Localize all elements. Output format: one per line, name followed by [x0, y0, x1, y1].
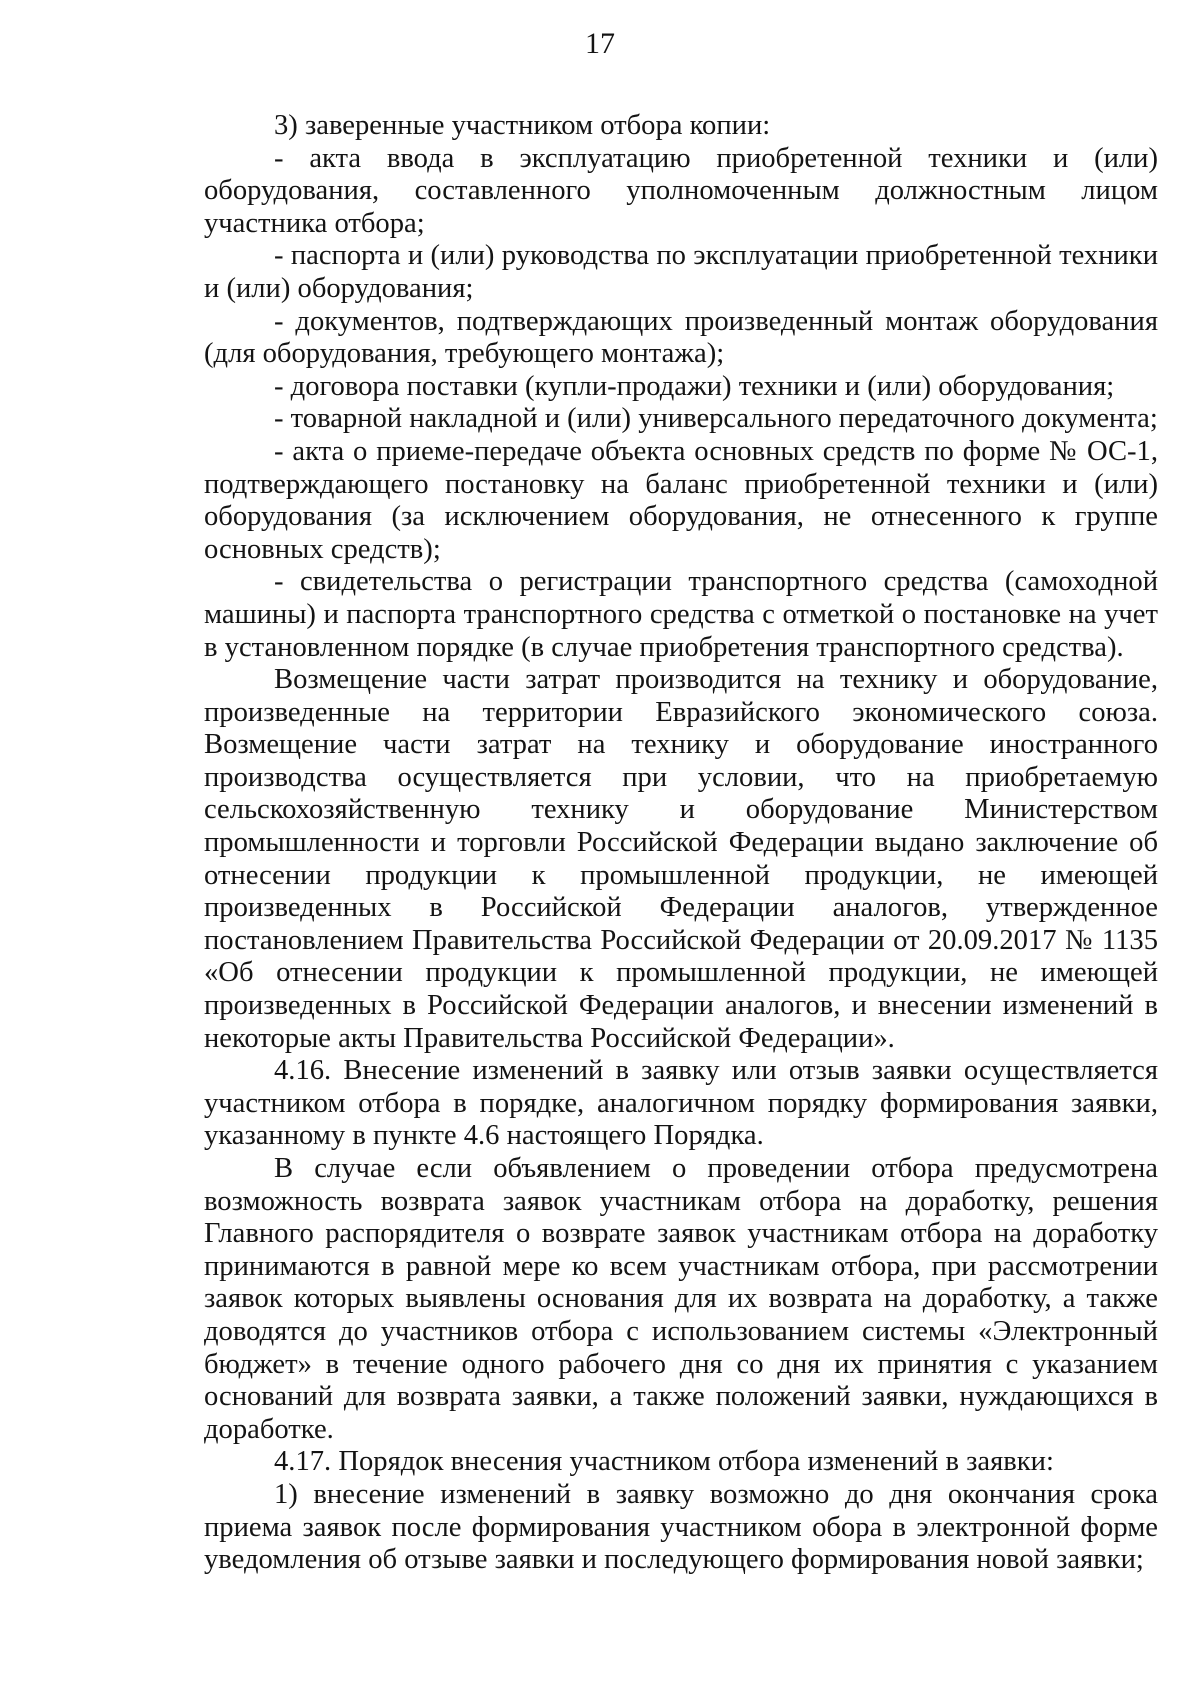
paragraph-section-4-17: 4.17. Порядок внесения участником отбора изменений в заявки: — [274, 1446, 1054, 1478]
paragraph-installation-docs: - документов, подтверждающих произведенный монтаж оборудования (для оборудования, требующего монтажа); — [204, 305, 1158, 370]
paragraph-copies-heading: 3) заверенные участником отбора копии: — [274, 110, 771, 141]
paragraph-passport-manual: - паспорта и (или) руководства по эксплуатации приобретенной техники и (или) оборудования; — [204, 240, 1158, 304]
paragraph-amendment-procedure: 1) внесение изменений в заявку возможно до дня окончания срока приема заявок после формирования участником обора в электронной форме уведомления об отзыве заявки и последующего формирования новой заявки; — [204, 1478, 1158, 1576]
paragraph-cost-reimbursement: Возмещение части затрат производится на технику и оборудование, произведенные на территории Евразийского экономического союза. Возмещение части затрат на технику и оборудование иностранного производства осуществляется при условии, что на приобретаемую сельскохозяйственную технику и оборудование Министерством промышленности и торговли Российской Федерации выдано заключение об отнесении продукции к промышленной продукции, не имеющей произведенных в Российской Федерации аналогов, утвержденное постановлением Правительства Российской Федерации от 20.09.2017 № 1135 «Об отнесении продукции к промышленной продукции, не имеющей произведенных в Российской Федерации аналогов, и внесении изменений в некоторые акты Правительства Российской Федерации». — [204, 664, 1158, 1054]
page-number: 17 — [585, 27, 615, 60]
paragraph-commissioning-act: - акта ввода в эксплуатацию приобретенной техники и (или) оборудования, составленного уполномоченным должностным лицом участника отбора; — [204, 142, 1158, 239]
paragraph-vehicle-registration: - свидетельства о регистрации транспортного средства (самоходной машины) и паспорта транспортного средства с отметкой о постановке на учет в установленном порядке (в случае приобретения транспортного средства). — [204, 566, 1158, 663]
paragraph-section-4-16: 4.16. Внесение изменений в заявку или отзыв заявки осуществляется участником отбора в порядке, аналогичном порядку формирования заявки, указанному в пункте 4.6 настоящего Порядка. — [204, 1055, 1158, 1152]
paragraph-return-for-revision: В случае если объявлением о проведении отбора предусмотрена возможность возврата заявок участникам отбора на доработку, решения Главного распорядителя о возврате заявок участникам отбора на доработку принимаются в равной мере ко всем участникам отбора, при рассмотрении заявок которых выявлены основания для их возврата на доработку, а также доводятся до участников отбора с использованием системы «Электронный бюджет» в течение одного рабочего дня со дня их принятия с указанием оснований для возврата заявки, а также положений заявки, нуждающихся в доработке. — [204, 1153, 1158, 1445]
paragraph-waybill: - товарной накладной и (или) универсального передаточного документа; — [274, 403, 1158, 435]
document-body — [204, 110, 1158, 1577]
paragraph-os1-act: - акта о приеме-передаче объекта основных средств по форме № ОС-1, подтверждающего постановку на баланс приобретенной техники и (или) оборудования (за исключением оборудования, не отнесенного к группе основных средств); — [204, 435, 1158, 565]
paragraph-supply-contract: - договора поставки (купли-продажи) техники и (или) оборудования; — [274, 370, 1115, 402]
